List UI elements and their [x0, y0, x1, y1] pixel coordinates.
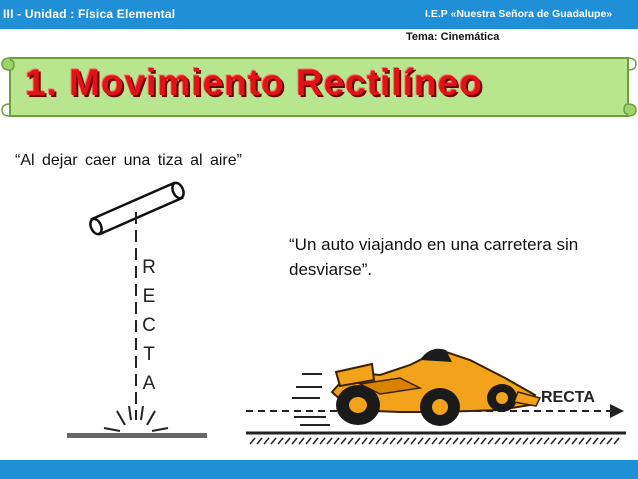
road-arrow-icon: [610, 404, 624, 418]
slide-title: 1. Movimiento Rectilíneo: [25, 62, 483, 103]
vertical-letter: R: [142, 257, 156, 278]
vertical-letter: T: [143, 344, 155, 365]
vertical-letter: E: [142, 286, 156, 307]
chalk-icon: [88, 181, 186, 236]
speed-lines-icon: [292, 374, 330, 425]
example-chalk-text: “Al dejar caer una tiza al aire”: [15, 152, 242, 169]
school-label: I.E.P «Nuestra Señora de Guadalupe»: [425, 8, 613, 20]
vertical-letter: A: [142, 373, 156, 394]
race-car-icon: [332, 349, 540, 426]
unit-label: III - Unidad : Física Elemental: [3, 7, 176, 21]
vertical-letter: C: [142, 315, 156, 336]
road-label: RECTA: [541, 389, 595, 406]
vertical-word: [139, 253, 159, 398]
example-car-text: “Un auto viajando en una carretera sin desviarse”.: [289, 235, 579, 279]
floor: [67, 433, 207, 438]
topic-label: Tema: Cinemática: [406, 31, 500, 43]
road-hatch: [250, 438, 619, 444]
footer-bar: [0, 460, 638, 479]
